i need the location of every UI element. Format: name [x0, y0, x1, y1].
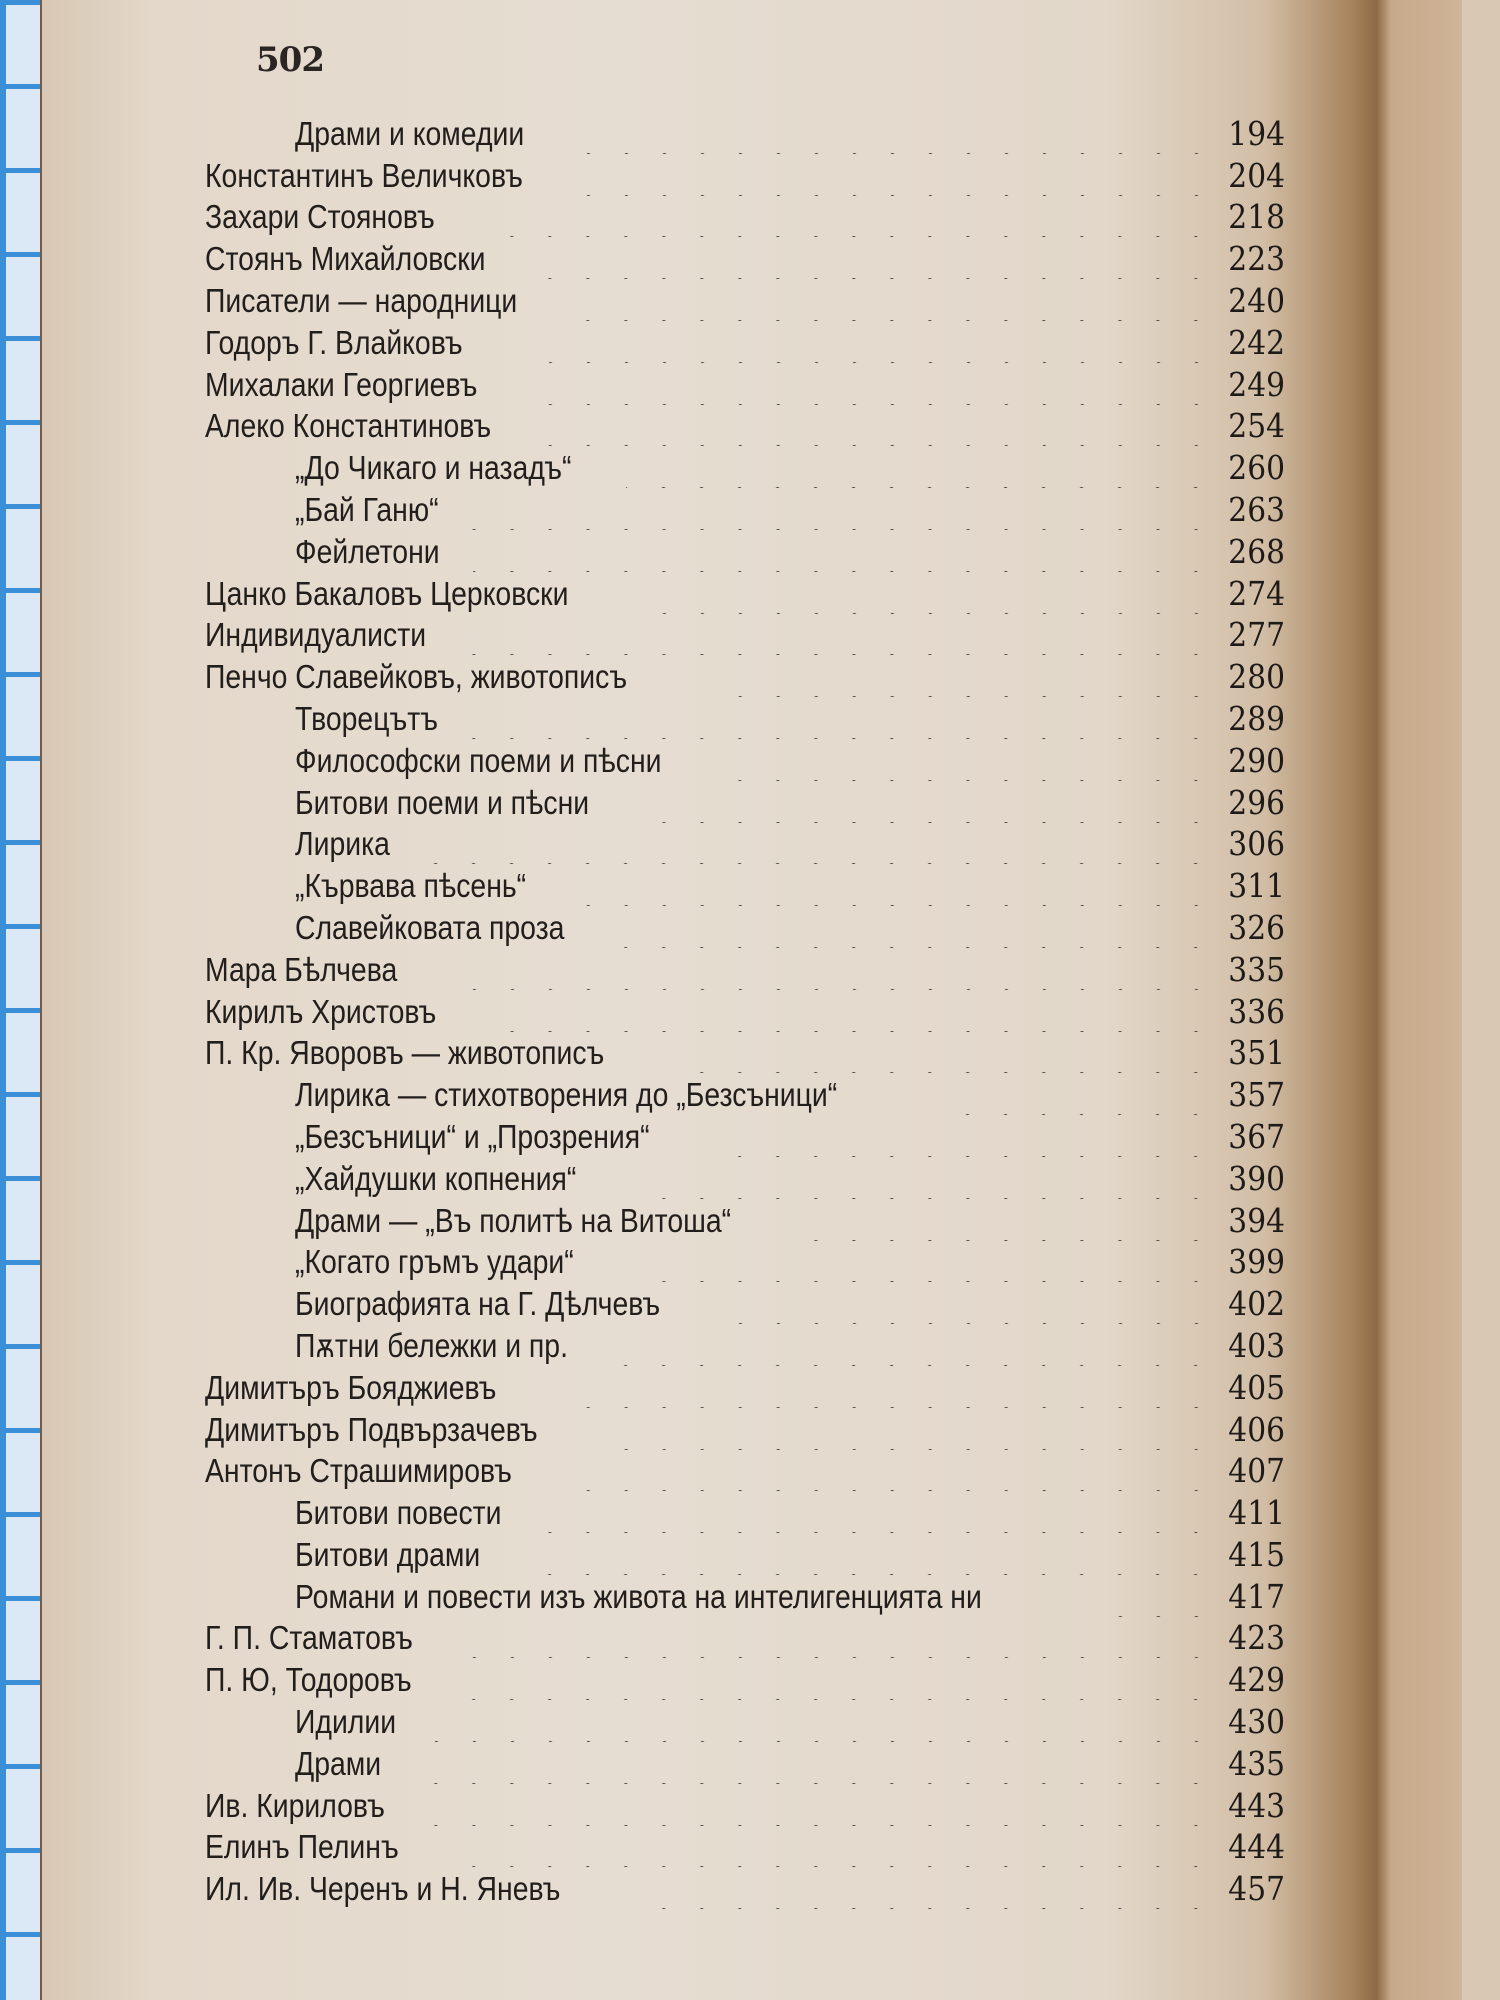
toc-entry-page: 423 [1228, 1618, 1285, 1658]
dot-leader [405, 1744, 1215, 1784]
toc-entry [205, 990, 1285, 1032]
dot-leader [585, 156, 1215, 196]
toc-entry [205, 1282, 1285, 1324]
toc-entry [205, 906, 1285, 948]
toc-entry-page: 242 [1228, 322, 1285, 362]
toc-entry-title: „До Чикаго и назадъ“ [295, 449, 572, 487]
toc-entry-page: 367 [1228, 1116, 1285, 1156]
toc-entry-title: Битови драми [295, 1535, 481, 1573]
grid-paper-background [0, 0, 42, 2000]
toc-entry [205, 1575, 1285, 1617]
toc-entry-title: Захари Стояновъ [205, 198, 435, 236]
toc-entry [205, 196, 1285, 238]
toc-entry [205, 1826, 1285, 1868]
dot-leader [935, 1075, 1215, 1115]
toc-entry [205, 781, 1285, 823]
toc-entry-page: 430 [1228, 1702, 1285, 1742]
toc-entry-title: Битови повести [295, 1494, 502, 1532]
toc-entry-page: 405 [1228, 1367, 1285, 1407]
dot-leader [706, 657, 1215, 697]
toc-entry-title: Битови поеми и пѣсни [295, 783, 590, 821]
toc-entry-page: 268 [1228, 531, 1285, 571]
toc-entry-page: 204 [1228, 155, 1285, 195]
toc-entry [205, 1450, 1285, 1492]
toc-entry [205, 1324, 1285, 1366]
dot-leader [515, 323, 1216, 363]
toc-entry-title: Елинъ Пелинъ [205, 1828, 399, 1866]
toc-entry-title: „Безсъници“ и „Прозрения“ [295, 1117, 650, 1155]
toc-entry [205, 739, 1285, 781]
dot-leader [548, 406, 1215, 446]
toc-entry [205, 1115, 1285, 1157]
toc-entry [205, 405, 1285, 447]
dot-leader [812, 1201, 1215, 1241]
dot-leader [647, 783, 1215, 823]
dot-leader [602, 1410, 1215, 1450]
toc-entry-title: „Бай Ганю“ [295, 490, 439, 528]
toc-entry-page: 336 [1228, 991, 1285, 1031]
toc-entry [205, 530, 1285, 572]
toc-entry-title: Г. П. Стаматовъ [205, 1619, 413, 1657]
toc-entry [205, 1073, 1285, 1115]
toc-entry-page: 263 [1228, 489, 1285, 529]
dot-leader [731, 741, 1215, 781]
dot-leader [638, 574, 1215, 614]
toc-entry-page: 296 [1228, 782, 1285, 822]
toc-entry-page: 311 [1228, 866, 1285, 906]
toc-entry [205, 1491, 1285, 1533]
toc-entry-page: 254 [1228, 406, 1285, 446]
toc-entry-page: 429 [1228, 1660, 1285, 1700]
toc-entry-title: Цанко Бакаловъ Церковски [205, 574, 569, 612]
toc-entry [205, 1867, 1285, 1909]
page-number: 502 [256, 40, 324, 80]
toc-entry [205, 1157, 1285, 1199]
toc-entry-page: 403 [1228, 1325, 1285, 1365]
toc-entry [205, 154, 1285, 196]
dot-leader [628, 1869, 1215, 1909]
toc-entry-title: Пѫтни бележки и пр. [295, 1326, 568, 1364]
dot-leader [545, 1493, 1215, 1533]
toc-entry-title: Константинъ Величковъ [205, 156, 523, 194]
dot-leader [618, 908, 1215, 948]
toc-entry-title: Индивидуалисти [205, 616, 427, 654]
dot-leader [578, 281, 1215, 321]
toc-entry-page: 218 [1228, 197, 1285, 237]
toc-entry-title: Философски поеми и пѣсни [295, 741, 662, 779]
toc-entry-page: 444 [1228, 1827, 1285, 1867]
dot-leader [622, 1326, 1215, 1366]
toc-entry-page: 406 [1228, 1409, 1285, 1449]
dot-leader [572, 114, 1215, 154]
toc-entry-page: 443 [1228, 1785, 1285, 1825]
toc-entry [205, 864, 1285, 906]
toc-entry-page: 306 [1228, 824, 1285, 864]
dot-leader [472, 615, 1215, 655]
toc-entry [205, 1700, 1285, 1742]
toc-entry-page: 407 [1228, 1451, 1285, 1491]
toc-entry [205, 279, 1285, 321]
dot-leader [730, 1284, 1215, 1324]
toc-entry-page: 280 [1228, 657, 1285, 697]
toc-entry [205, 1199, 1285, 1241]
toc-entry [205, 321, 1285, 363]
dot-leader [415, 824, 1215, 864]
dot-leader [574, 866, 1215, 906]
toc-entry [205, 1408, 1285, 1450]
toc-entry-page: 289 [1228, 698, 1285, 738]
dot-leader [457, 1618, 1215, 1658]
toc-entry [205, 1742, 1285, 1784]
toc-entry-title: Кирилъ Христовъ [205, 992, 437, 1030]
table-of-contents [205, 112, 1285, 1909]
toc-entry-page: 277 [1228, 615, 1285, 655]
toc-entry-title: Идилии [295, 1703, 397, 1741]
toc-entry-page: 402 [1228, 1284, 1285, 1324]
toc-entry [205, 112, 1285, 154]
toc-entry [205, 1617, 1285, 1659]
dot-leader [440, 1827, 1215, 1867]
toc-entry-title: Ив. Кириловъ [205, 1786, 385, 1824]
toc-entry-page: 394 [1228, 1200, 1285, 1240]
toc-entry-title: Биографията на Г. Дѣлчевъ [295, 1285, 661, 1323]
toc-entry [205, 237, 1285, 279]
toc-entry-page: 240 [1228, 280, 1285, 320]
toc-entry-title: Драми и комедии [295, 114, 525, 152]
toc-entry-page: 223 [1228, 239, 1285, 279]
toc-entry-title: Писатели — народници [205, 281, 518, 319]
toc-entry-page: 435 [1228, 1743, 1285, 1783]
toc-entry-title: Стоянъ Михайловски [205, 240, 486, 278]
dot-leader [473, 532, 1215, 572]
toc-entry-title: Димитъръ Бояджиевъ [205, 1368, 497, 1406]
toc-entry [205, 1658, 1285, 1700]
dot-leader [1104, 1577, 1215, 1617]
toc-entry-page: 357 [1228, 1075, 1285, 1115]
toc-entry-title: Фейлетони [295, 532, 440, 570]
dot-leader [424, 1786, 1215, 1826]
dot-leader [482, 197, 1215, 237]
toc-entry-page: 415 [1228, 1534, 1285, 1574]
toc-entry-title: Димитъръ Подвързачевъ [205, 1410, 538, 1448]
toc-entry-page: 351 [1228, 1033, 1285, 1073]
toc-entry-page: 390 [1228, 1158, 1285, 1198]
toc-entry-title: Мара Бѣлчева [205, 950, 398, 988]
toc-entry-title: Лирика [295, 825, 390, 863]
dot-leader [679, 1033, 1215, 1073]
toc-entry [205, 1032, 1285, 1074]
toc-entry [205, 823, 1285, 865]
toc-entry-title: Лирика — стихотворения до „Безсъници“ [295, 1076, 838, 1114]
dot-leader [717, 1117, 1215, 1157]
dot-leader [439, 950, 1215, 990]
toc-entry-page: 326 [1228, 907, 1285, 947]
toc-entry-page: 335 [1228, 949, 1285, 989]
toc-entry [205, 655, 1285, 697]
dot-leader [554, 1368, 1215, 1408]
dot-leader [472, 490, 1215, 530]
dot-leader [629, 1242, 1215, 1282]
toc-entry [205, 1366, 1285, 1408]
dot-leader [541, 239, 1215, 279]
toc-entry-page: 249 [1228, 364, 1285, 404]
toc-entry-title: „Хайдушки копнения“ [295, 1159, 577, 1197]
toc-entry-page: 457 [1228, 1869, 1285, 1909]
toc-entry-page: 399 [1228, 1242, 1285, 1282]
toc-entry-title: „Кървава пѣсень“ [295, 867, 527, 905]
toc-entry-page: 260 [1228, 448, 1285, 488]
dot-leader [455, 1660, 1215, 1700]
dot-leader [572, 1451, 1215, 1491]
dot-leader [632, 1159, 1215, 1199]
toc-entry [205, 572, 1285, 614]
dot-leader [484, 992, 1215, 1032]
dot-leader [423, 1702, 1215, 1742]
dot-leader [626, 448, 1215, 488]
toc-entry [205, 1533, 1285, 1575]
toc-entry [205, 1784, 1285, 1826]
dot-leader [520, 1535, 1215, 1575]
toc-entry-title: Михалаки Георгиевъ [205, 365, 478, 403]
toc-entry-page: 274 [1228, 573, 1285, 613]
toc-entry-title: Романи и повести изъ живота на интелигенцията ни [295, 1577, 982, 1615]
toc-entry-title: П. Ю, Тодоровъ [205, 1661, 412, 1699]
toc-entry-title: Пенчо Славейковъ, животописъ [205, 658, 628, 696]
toc-entry-title: Антонъ Страшимировъ [205, 1452, 512, 1490]
toc-entry-title: „Когато гръмъ удари“ [295, 1243, 574, 1281]
toc-entry-title: Ил. Ив. Черенъ и Н. Яневъ [205, 1870, 561, 1908]
toc-entry [205, 488, 1285, 530]
toc-entry [205, 614, 1285, 656]
toc-entry-title: Творецътъ [295, 699, 438, 737]
toc-entry [205, 446, 1285, 488]
toc-entry [205, 697, 1285, 739]
dot-leader [471, 699, 1215, 739]
toc-entry [205, 948, 1285, 990]
toc-entry [205, 1241, 1285, 1283]
toc-entry-page: 194 [1228, 113, 1285, 153]
toc-entry-title: Драми [295, 1744, 382, 1782]
toc-entry-page: 417 [1228, 1576, 1285, 1616]
toc-entry-title: П. Кр. Яворовъ — животописъ [205, 1034, 605, 1072]
toc-entry [205, 363, 1285, 405]
toc-entry-title: Годоръ Г. Влайковъ [205, 323, 463, 361]
toc-entry-title: Драми — „Въ политѣ на Витоша“ [295, 1201, 732, 1239]
toc-entry-page: 290 [1228, 740, 1285, 780]
toc-entry-title: Славейковата проза [295, 908, 565, 946]
toc-entry-page: 411 [1228, 1493, 1285, 1533]
toc-entry-title: Алеко Константиновъ [205, 407, 492, 445]
dot-leader [532, 365, 1215, 405]
